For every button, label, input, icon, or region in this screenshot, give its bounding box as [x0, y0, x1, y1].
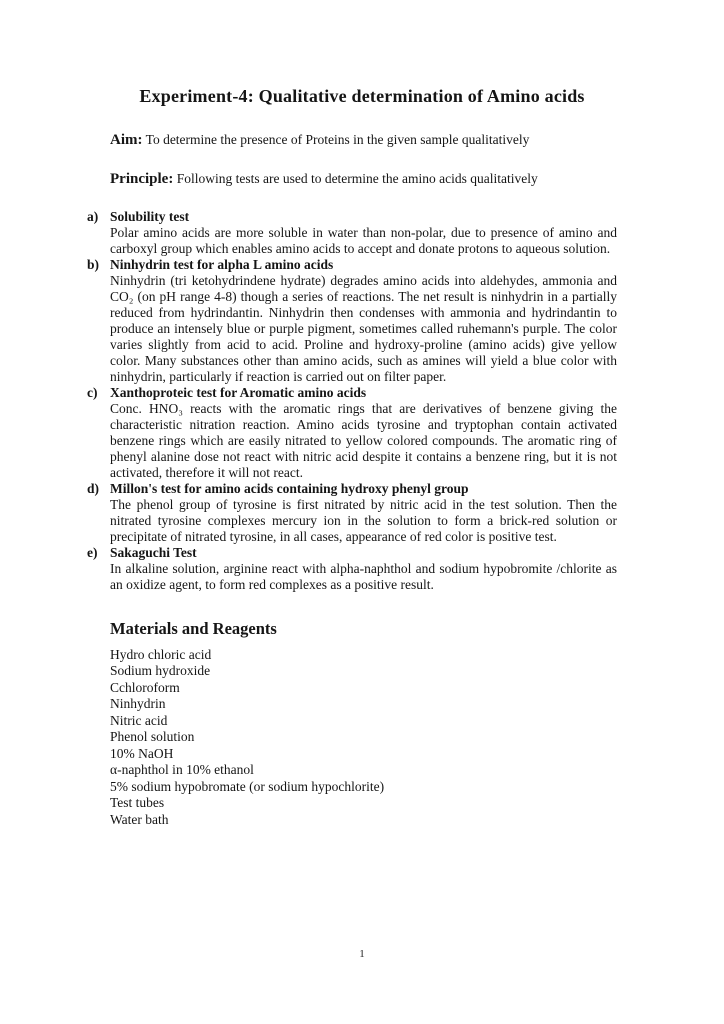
test-body: Conc. HNO₃ reacts with the aromatic rings that are derivatives of benzene giving the characteristic nitration reaction. Amino acids tyrosine and tryptophan contain activated benzene rings which are easily nitrated to yellow colored compounds. The aromatic ring of phenyl alanine dose not react with nitric acid despite it contains a benzene ring, but it is not activated, therefore it will not react.	[110, 400, 617, 480]
aim-text: To determine the presence of Proteins in the given sample qualitatively	[145, 132, 530, 147]
test-item-xanthoproteic	[87, 384, 617, 481]
test-item-ninhydrin	[87, 256, 617, 385]
test-heading: Solubility test	[110, 208, 190, 224]
test-heading: Millon's test for amino acids containing hydroxy phenyl group	[110, 480, 469, 496]
document-content	[87, 131, 617, 828]
material-item: Water bath	[110, 811, 169, 827]
test-heading: Ninhydrin test for alpha L amino acids	[110, 256, 334, 272]
test-letter: b)	[87, 256, 100, 272]
principle-text: Following tests are used to determine the amino acids qualitatively	[176, 170, 538, 186]
material-item: 10% NaOH	[110, 745, 174, 761]
test-body: Polar amino acids are more soluble in water than non-polar, due to presence of amino and carboxyl group which enables amino acids to accept and donate protons to aqueous solution.	[110, 224, 617, 256]
page-number: 1	[359, 948, 365, 960]
material-item: Test tubes	[110, 795, 165, 810]
material-item: Ninhydrin	[110, 696, 166, 711]
test-letter: d)	[87, 480, 100, 496]
material-item: Phenol solution	[110, 729, 195, 744]
material-item: Sodium hydroxide	[110, 663, 211, 678]
aim-label: Aim:	[110, 132, 143, 148]
material-item: α-naphthol in 10% ethanol	[110, 762, 254, 777]
test-body: The phenol group of tyrosine is first nitrated by nitric acid in the test solution. Then the nitrated tyrosine complexes mercury ion in the solution to form a brick-red solution or precipitate of nitrated tyrosine, in all cases, appearance of red color is positive test.	[110, 496, 617, 544]
test-list	[87, 208, 617, 593]
material-item: Cchloroform	[110, 679, 180, 695]
test-item-sakaguchi	[87, 544, 617, 593]
test-body: In alkaline solution, arginine react with alpha-naphthol and sodium hypobromite /chlorite as an oxidize agent, to form red complexes as a positive result.	[110, 560, 617, 592]
materials-list	[110, 647, 617, 829]
test-item-millons	[87, 480, 617, 545]
test-heading: Sakaguchi Test	[110, 544, 197, 560]
materials-heading: Materials and Reagents	[110, 618, 277, 638]
material-item: 5% sodium hypobromate (or sodium hypochlorite)	[110, 778, 385, 794]
aim-line	[110, 131, 617, 150]
page-title: Experiment-4: Qualitative determination of Amino acids	[139, 86, 585, 106]
material-item: Hydro chloric acid	[110, 646, 212, 662]
test-letter: e)	[87, 544, 98, 560]
principle-line	[110, 170, 617, 189]
test-item-solubility	[87, 208, 617, 257]
test-heading: Xanthoproteic test for Aromatic amino acids	[110, 384, 367, 400]
material-item: Nitric acid	[110, 712, 168, 728]
test-letter: c)	[87, 384, 98, 400]
test-body: Ninhydrin (tri ketohydrindene hydrate) degrades amino acids into aldehydes, ammonia and CO₂ (on pH range 4-8) though a series of reactions. The net result is ninhydrin in a partially reduced from hydrindantin. Ninhydrin then condenses with ammonia and hydrindantin to produce an intensely blue or purple pigment, sometimes called ruhemann's purple. The color varies slightly from acid to acid. Proline and hydroxy-proline (amino acids) give yellow color. Many substances other than amino acids, such as amines will yield a blue color with ninhydrin, particularly if reaction is carried out on filter paper.	[110, 272, 617, 384]
principle-label: Principle:	[110, 170, 174, 187]
test-letter: a)	[87, 208, 99, 224]
